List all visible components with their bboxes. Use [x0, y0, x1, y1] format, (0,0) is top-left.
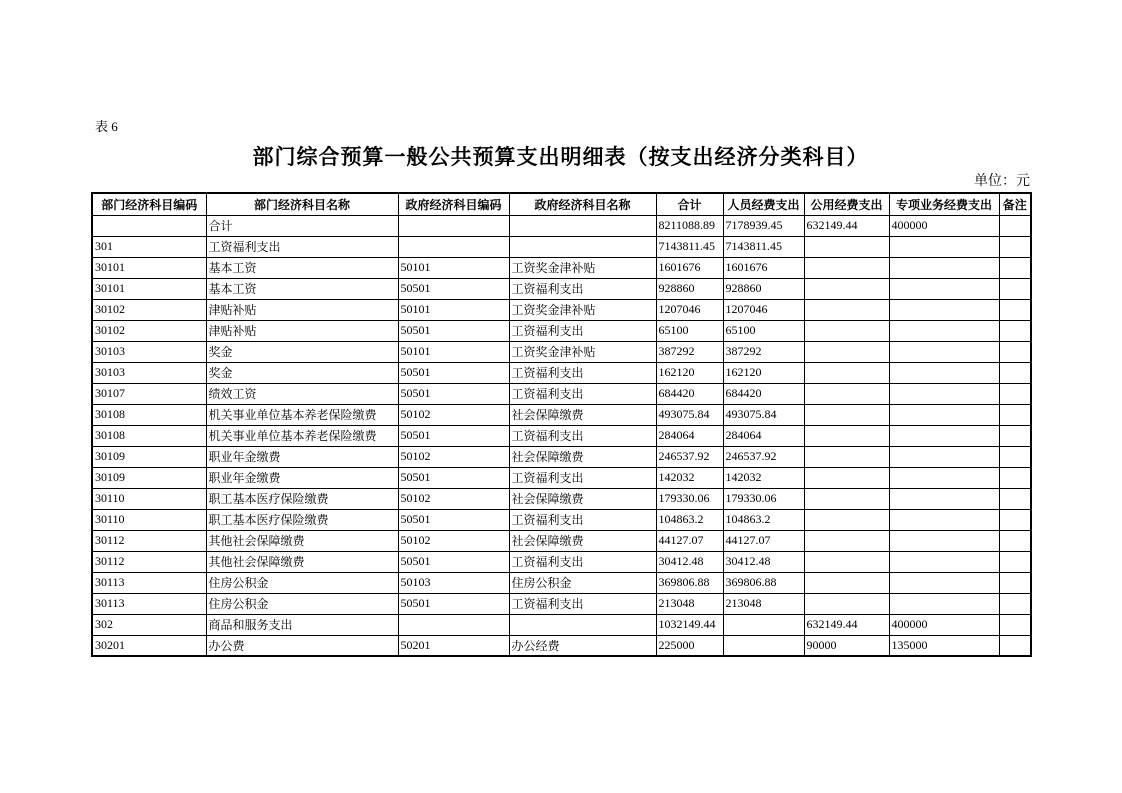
cell-dept-code: 30108	[92, 425, 206, 446]
table-row	[92, 404, 1031, 425]
table-row	[92, 236, 1031, 257]
cell-gov-code: 50501	[398, 467, 509, 488]
table-row	[92, 467, 1031, 488]
cell-gov-name: 住房公积金	[509, 572, 656, 593]
cell-public	[804, 341, 889, 362]
cell-dept-name: 津贴补贴	[206, 299, 398, 320]
table-row	[92, 509, 1031, 530]
cell-gov-code: 50102	[398, 530, 509, 551]
cell-gov-code: 50501	[398, 593, 509, 614]
cell-gov-code: 50102	[398, 446, 509, 467]
cell-dept-code	[92, 215, 206, 236]
cell-dept-name: 职业年金缴费	[206, 446, 398, 467]
cell-total: 104863.2	[656, 509, 723, 530]
cell-gov-name: 工资福利支出	[509, 593, 656, 614]
cell-personnel: 7178939.45	[723, 215, 804, 236]
cell-total: 1032149.44	[656, 614, 723, 635]
cell-remark	[999, 383, 1031, 404]
cell-public	[804, 404, 889, 425]
cell-dept-code: 30113	[92, 572, 206, 593]
cell-gov-name	[509, 236, 656, 257]
cell-personnel: 246537.92	[723, 446, 804, 467]
cell-total: 162120	[656, 362, 723, 383]
col-header-gov-name: 政府经济科目名称	[509, 193, 656, 215]
cell-special	[889, 509, 999, 530]
sheet-label: 表 6	[95, 119, 118, 134]
cell-dept-name: 奖金	[206, 341, 398, 362]
cell-gov-code: 50103	[398, 572, 509, 593]
cell-public: 632149.44	[804, 614, 889, 635]
cell-personnel: 179330.06	[723, 488, 804, 509]
cell-remark	[999, 257, 1031, 278]
cell-total: 225000	[656, 635, 723, 656]
cell-dept-name: 机关事业单位基本养老保险缴费	[206, 404, 398, 425]
cell-personnel: 369806.88	[723, 572, 804, 593]
cell-gov-name: 工资福利支出	[509, 383, 656, 404]
cell-personnel: 1601676	[723, 257, 804, 278]
cell-dept-code: 30101	[92, 278, 206, 299]
cell-dept-name: 其他社会保障缴费	[206, 551, 398, 572]
table-row	[92, 278, 1031, 299]
cell-dept-name: 机关事业单位基本养老保险缴费	[206, 425, 398, 446]
cell-gov-name	[509, 215, 656, 236]
cell-remark	[999, 236, 1031, 257]
cell-gov-name: 工资奖金津补贴	[509, 341, 656, 362]
cell-total: 369806.88	[656, 572, 723, 593]
page-title: 部门综合预算一般公共预算支出明细表（按支出经济分类科目）	[252, 145, 869, 169]
table-row	[92, 257, 1031, 278]
cell-gov-code: 50101	[398, 299, 509, 320]
cell-total: 1207046	[656, 299, 723, 320]
cell-dept-code: 30110	[92, 488, 206, 509]
cell-personnel	[723, 635, 804, 656]
cell-gov-code: 50201	[398, 635, 509, 656]
cell-total: 179330.06	[656, 488, 723, 509]
cell-total: 928860	[656, 278, 723, 299]
cell-gov-code: 50102	[398, 404, 509, 425]
cell-total: 142032	[656, 467, 723, 488]
cell-remark	[999, 278, 1031, 299]
cell-personnel: 44127.07	[723, 530, 804, 551]
cell-dept-name: 住房公积金	[206, 572, 398, 593]
cell-public	[804, 299, 889, 320]
cell-remark	[999, 320, 1031, 341]
cell-remark	[999, 551, 1031, 572]
cell-personnel: 213048	[723, 593, 804, 614]
table-header-row	[92, 193, 1031, 215]
cell-personnel: 493075.84	[723, 404, 804, 425]
cell-dept-code: 30103	[92, 341, 206, 362]
table-row	[92, 614, 1031, 635]
cell-gov-name: 社会保障缴费	[509, 404, 656, 425]
cell-gov-code: 50501	[398, 551, 509, 572]
cell-dept-name: 住房公积金	[206, 593, 398, 614]
cell-personnel: 162120	[723, 362, 804, 383]
cell-total: 8211088.89	[656, 215, 723, 236]
cell-special	[889, 572, 999, 593]
cell-public	[804, 509, 889, 530]
cell-remark	[999, 530, 1031, 551]
cell-gov-code: 50501	[398, 362, 509, 383]
cell-dept-name: 合计	[206, 215, 398, 236]
cell-public	[804, 446, 889, 467]
cell-public: 632149.44	[804, 215, 889, 236]
cell-special	[889, 404, 999, 425]
cell-total: 1601676	[656, 257, 723, 278]
cell-dept-code: 30103	[92, 362, 206, 383]
budget-table	[91, 192, 1032, 657]
cell-remark	[999, 509, 1031, 530]
cell-public	[804, 278, 889, 299]
cell-gov-code: 50101	[398, 341, 509, 362]
cell-dept-name: 奖金	[206, 362, 398, 383]
table-row	[92, 446, 1031, 467]
cell-total: 387292	[656, 341, 723, 362]
cell-dept-code: 302	[92, 614, 206, 635]
cell-dept-name: 其他社会保障缴费	[206, 530, 398, 551]
cell-public	[804, 572, 889, 593]
cell-personnel: 387292	[723, 341, 804, 362]
table-row	[92, 572, 1031, 593]
cell-public	[804, 257, 889, 278]
table-row	[92, 488, 1031, 509]
table-row	[92, 320, 1031, 341]
table-body	[92, 215, 1031, 656]
cell-dept-name: 办公费	[206, 635, 398, 656]
cell-total: 684420	[656, 383, 723, 404]
cell-dept-code: 30102	[92, 320, 206, 341]
cell-gov-name: 社会保障缴费	[509, 488, 656, 509]
cell-special	[889, 257, 999, 278]
cell-public	[804, 467, 889, 488]
unit-label: 单位：元	[974, 174, 1030, 189]
cell-gov-name	[509, 614, 656, 635]
col-header-dept-name: 部门经济科目名称	[206, 193, 398, 215]
cell-dept-name: 职业年金缴费	[206, 467, 398, 488]
cell-remark	[999, 404, 1031, 425]
cell-personnel: 928860	[723, 278, 804, 299]
cell-dept-code: 30107	[92, 383, 206, 404]
cell-remark	[999, 635, 1031, 656]
cell-dept-name: 职工基本医疗保险缴费	[206, 509, 398, 530]
col-header-remark: 备注	[999, 193, 1031, 215]
cell-dept-code: 301	[92, 236, 206, 257]
cell-total: 30412.48	[656, 551, 723, 572]
cell-special	[889, 383, 999, 404]
cell-personnel: 684420	[723, 383, 804, 404]
cell-remark	[999, 362, 1031, 383]
cell-remark	[999, 425, 1031, 446]
cell-gov-code: 50501	[398, 320, 509, 341]
cell-remark	[999, 614, 1031, 635]
cell-personnel: 1207046	[723, 299, 804, 320]
cell-gov-code: 50101	[398, 257, 509, 278]
col-header-personnel: 人员经费支出	[723, 193, 804, 215]
cell-public	[804, 551, 889, 572]
cell-dept-name: 绩效工资	[206, 383, 398, 404]
table-row	[92, 383, 1031, 404]
cell-special	[889, 362, 999, 383]
cell-remark	[999, 446, 1031, 467]
cell-personnel: 142032	[723, 467, 804, 488]
cell-dept-name: 工资福利支出	[206, 236, 398, 257]
cell-special: 400000	[889, 215, 999, 236]
cell-gov-code: 50102	[398, 488, 509, 509]
cell-gov-code: 50501	[398, 383, 509, 404]
cell-personnel: 7143811.45	[723, 236, 804, 257]
cell-gov-name: 社会保障缴费	[509, 530, 656, 551]
table-row	[92, 362, 1031, 383]
cell-dept-name: 商品和服务支出	[206, 614, 398, 635]
cell-public	[804, 593, 889, 614]
cell-special	[889, 551, 999, 572]
cell-special	[889, 593, 999, 614]
cell-gov-code: 50501	[398, 278, 509, 299]
table-row	[92, 341, 1031, 362]
cell-personnel: 284064	[723, 425, 804, 446]
cell-total: 284064	[656, 425, 723, 446]
cell-special	[889, 278, 999, 299]
cell-special	[889, 341, 999, 362]
cell-dept-code: 30109	[92, 467, 206, 488]
cell-public: 90000	[804, 635, 889, 656]
cell-gov-name: 社会保障缴费	[509, 446, 656, 467]
col-header-gov-code: 政府经济科目编码	[398, 193, 509, 215]
cell-public	[804, 236, 889, 257]
col-header-public: 公用经费支出	[804, 193, 889, 215]
cell-public	[804, 383, 889, 404]
table-row	[92, 299, 1031, 320]
table-row	[92, 530, 1031, 551]
cell-remark	[999, 467, 1031, 488]
cell-total: 213048	[656, 593, 723, 614]
cell-public	[804, 530, 889, 551]
cell-gov-name: 工资福利支出	[509, 362, 656, 383]
cell-public	[804, 425, 889, 446]
cell-special	[889, 425, 999, 446]
cell-total: 493075.84	[656, 404, 723, 425]
table-row	[92, 551, 1031, 572]
table-row	[92, 635, 1031, 656]
cell-dept-code: 30108	[92, 404, 206, 425]
cell-public	[804, 320, 889, 341]
cell-remark	[999, 341, 1031, 362]
cell-dept-code: 30102	[92, 299, 206, 320]
cell-special	[889, 530, 999, 551]
cell-gov-name: 办公经费	[509, 635, 656, 656]
cell-remark	[999, 215, 1031, 236]
cell-dept-name: 基本工资	[206, 257, 398, 278]
cell-special	[889, 299, 999, 320]
cell-special	[889, 488, 999, 509]
cell-public	[804, 488, 889, 509]
cell-total: 246537.92	[656, 446, 723, 467]
table-row	[92, 425, 1031, 446]
col-header-total: 合计	[656, 193, 723, 215]
cell-personnel	[723, 614, 804, 635]
cell-special	[889, 467, 999, 488]
cell-total: 44127.07	[656, 530, 723, 551]
cell-special	[889, 446, 999, 467]
cell-gov-name: 工资奖金津补贴	[509, 257, 656, 278]
cell-remark	[999, 488, 1031, 509]
cell-gov-code: 50501	[398, 425, 509, 446]
cell-public	[804, 362, 889, 383]
cell-gov-name: 工资福利支出	[509, 425, 656, 446]
cell-gov-name: 工资福利支出	[509, 320, 656, 341]
table-row	[92, 593, 1031, 614]
cell-personnel: 104863.2	[723, 509, 804, 530]
table-row	[92, 215, 1031, 236]
cell-dept-code: 30112	[92, 530, 206, 551]
cell-remark	[999, 572, 1031, 593]
cell-personnel: 30412.48	[723, 551, 804, 572]
cell-dept-code: 30201	[92, 635, 206, 656]
cell-remark	[999, 593, 1031, 614]
cell-gov-code	[398, 215, 509, 236]
cell-gov-name: 工资福利支出	[509, 278, 656, 299]
cell-dept-name: 津贴补贴	[206, 320, 398, 341]
col-header-dept-code: 部门经济科目编码	[92, 193, 206, 215]
cell-dept-code: 30109	[92, 446, 206, 467]
cell-special: 400000	[889, 614, 999, 635]
cell-total: 65100	[656, 320, 723, 341]
cell-dept-code: 30101	[92, 257, 206, 278]
cell-dept-code: 30110	[92, 509, 206, 530]
cell-dept-code: 30112	[92, 551, 206, 572]
cell-gov-name: 工资福利支出	[509, 467, 656, 488]
cell-gov-code: 50501	[398, 509, 509, 530]
cell-remark	[999, 299, 1031, 320]
cell-total: 7143811.45	[656, 236, 723, 257]
cell-special	[889, 320, 999, 341]
cell-dept-name: 职工基本医疗保险缴费	[206, 488, 398, 509]
cell-special	[889, 236, 999, 257]
col-header-special: 专项业务经费支出	[889, 193, 999, 215]
cell-special: 135000	[889, 635, 999, 656]
cell-gov-code	[398, 614, 509, 635]
cell-gov-code	[398, 236, 509, 257]
cell-gov-name: 工资福利支出	[509, 551, 656, 572]
cell-personnel: 65100	[723, 320, 804, 341]
cell-dept-code: 30113	[92, 593, 206, 614]
cell-gov-name: 工资福利支出	[509, 509, 656, 530]
cell-dept-name: 基本工资	[206, 278, 398, 299]
cell-gov-name: 工资奖金津补贴	[509, 299, 656, 320]
